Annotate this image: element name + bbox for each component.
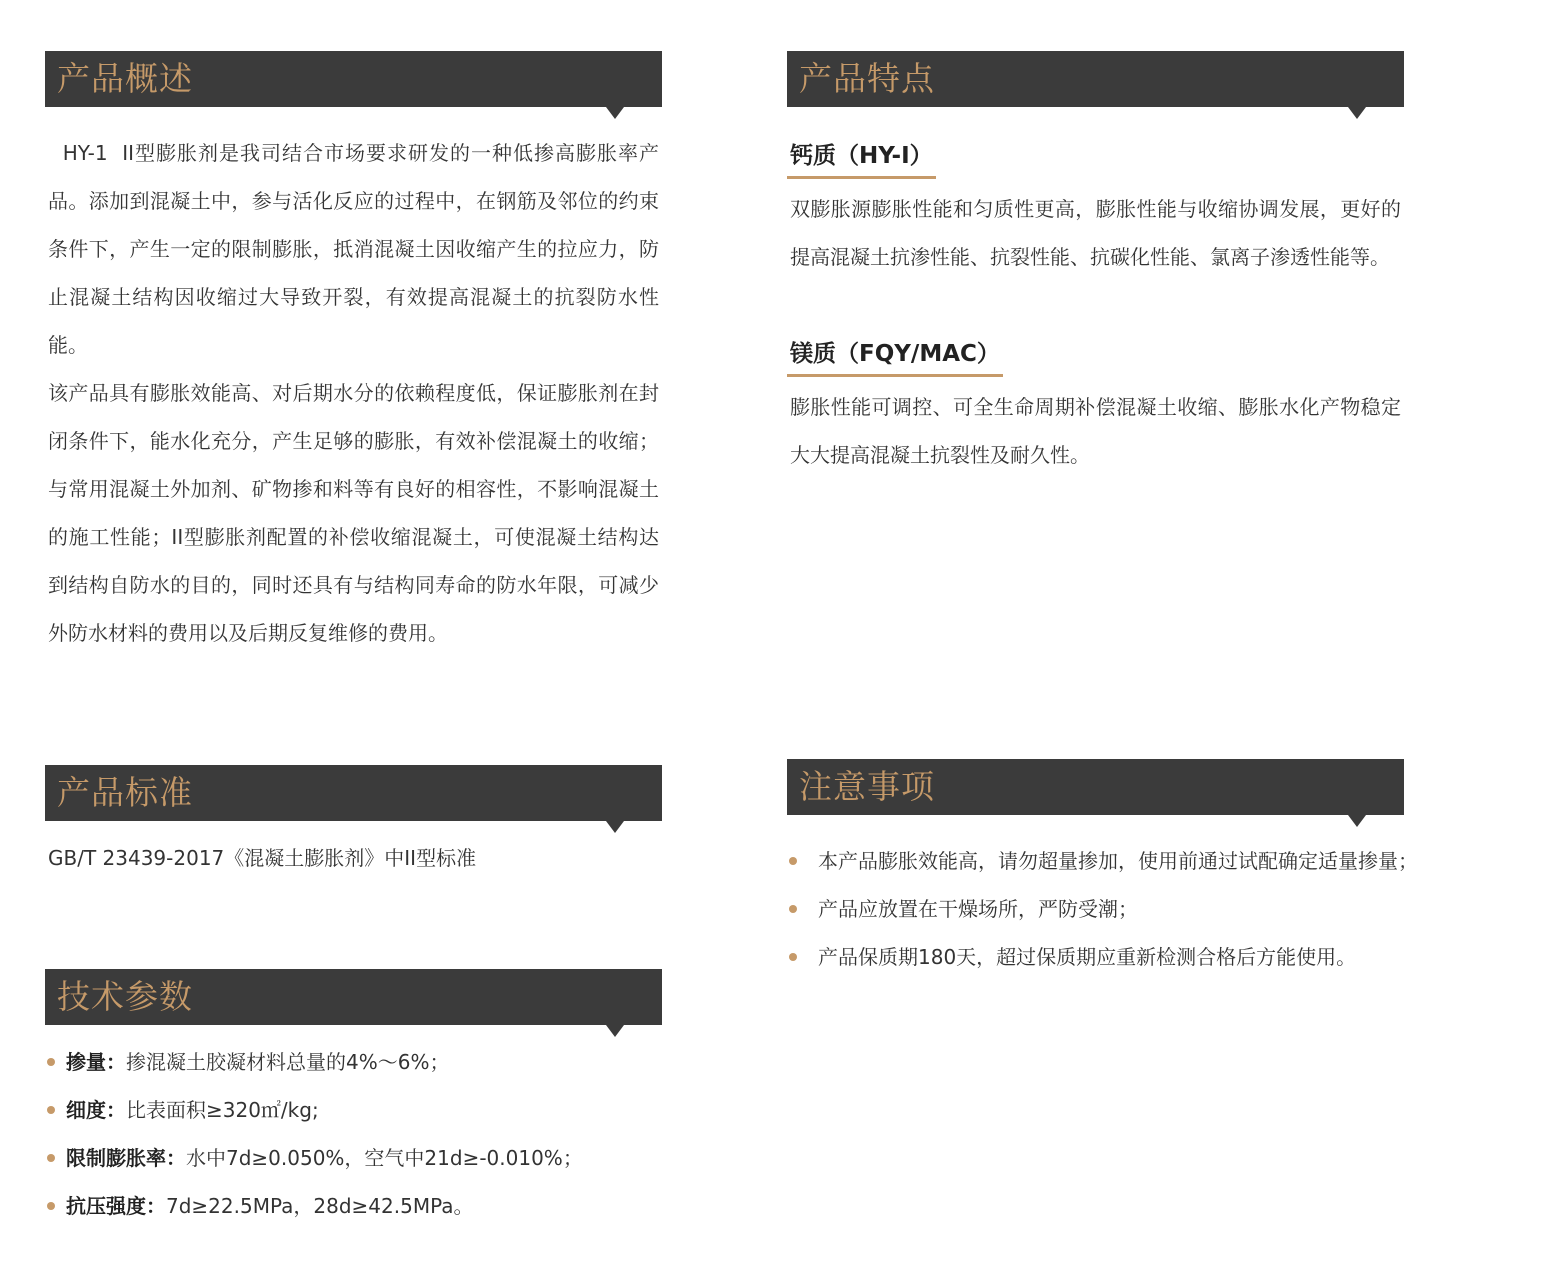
bullet-dot-icon bbox=[47, 1154, 55, 1162]
list-item bbox=[787, 885, 1404, 933]
header-notch-icon bbox=[1348, 815, 1366, 827]
list-item bbox=[45, 1134, 662, 1182]
params-section bbox=[45, 969, 662, 1230]
overview-paragraph: HY-1 II型膨胀剂是我司结合市场要求研发的一种低掺高膨胀率产品。添加到混凝土中，参与活化反应的过程中，在钢筋及邻位的约束条件下，产生一定的限制膨胀，抵消混凝土因收缩产生的拉应力，防止混凝土结构因收缩过大导致开裂，有效提高混凝土的抗裂防水性能。 bbox=[48, 141, 659, 357]
notes-list bbox=[787, 837, 1418, 981]
features-title: 产品特点 bbox=[799, 59, 935, 98]
param-value: 7d≥22.5MPa，28d≥42.5MPa。 bbox=[166, 1194, 474, 1218]
note-text: 本产品膨胀效能高，请勿超量掺加，使用前通过试配确定适量掺量； bbox=[818, 849, 1418, 873]
header-notch-icon bbox=[1348, 107, 1366, 119]
notes-header bbox=[787, 759, 1404, 815]
list-item bbox=[45, 1182, 662, 1230]
feature-name: 钙质（HY-I） bbox=[787, 139, 936, 179]
standard-text: GB/T 23439-2017《混凝土膨胀剂》中II型标准 bbox=[48, 846, 477, 870]
overview-body bbox=[45, 129, 662, 657]
bullet-dot-icon bbox=[789, 857, 797, 865]
bullet-dot-icon bbox=[47, 1058, 55, 1066]
list-item bbox=[787, 933, 1404, 981]
header-notch-icon bbox=[606, 107, 624, 119]
features-header bbox=[787, 51, 1404, 107]
feature-text: 膨胀性能可调控、可全生命周期补偿混凝土收缩、膨胀水化产物稳定大大提高混凝土抗裂性及耐久性。 bbox=[790, 395, 1401, 467]
param-label: 掺量： bbox=[66, 1050, 126, 1074]
param-value: 掺混凝土胶凝材料总量的4%～6%； bbox=[126, 1050, 450, 1074]
note-text: 产品保质期180天，超过保质期应重新检测合格后方能使用。 bbox=[818, 945, 1357, 969]
bullet-dot-icon bbox=[47, 1202, 55, 1210]
params-list bbox=[45, 1038, 662, 1230]
params-header bbox=[45, 969, 662, 1025]
list-item bbox=[45, 1038, 662, 1086]
param-value: 水中7d≥0.050%，空气中21d≥-0.010%； bbox=[186, 1146, 583, 1170]
standard-title: 产品标准 bbox=[57, 773, 193, 812]
features-section bbox=[787, 51, 1404, 479]
param-value: 比表面积≥320㎡/kg; bbox=[126, 1098, 319, 1122]
param-label: 限制膨胀率： bbox=[66, 1146, 186, 1170]
overview-header bbox=[45, 51, 662, 107]
note-text: 产品应放置在干燥场所，严防受潮； bbox=[818, 897, 1138, 921]
feature-name: 镁质（FQY/MAC） bbox=[787, 337, 1003, 377]
header-notch-icon bbox=[606, 821, 624, 833]
overview-section bbox=[45, 51, 662, 657]
param-label: 抗压强度： bbox=[66, 1194, 166, 1218]
feature-item bbox=[787, 337, 1404, 479]
header-notch-icon bbox=[606, 1025, 624, 1037]
list-item bbox=[45, 1086, 662, 1134]
list-item bbox=[787, 837, 1418, 885]
standard-header bbox=[45, 765, 662, 821]
notes-title: 注意事项 bbox=[799, 767, 935, 806]
notes-section bbox=[787, 759, 1418, 981]
standard-section bbox=[45, 765, 662, 882]
overview-title: 产品概述 bbox=[57, 59, 193, 98]
feature-text: 双膨胀源膨胀性能和匀质性更高，膨胀性能与收缩协调发展，更好的提高混凝土抗渗性能、抗裂性能、抗碳化性能、氯离子渗透性能等。 bbox=[790, 197, 1401, 269]
feature-item bbox=[787, 139, 1404, 281]
params-title: 技术参数 bbox=[57, 977, 193, 1016]
bullet-dot-icon bbox=[789, 953, 797, 961]
overview-paragraph: 该产品具有膨胀效能高、对后期水分的依赖程度低，保证膨胀剂在封闭条件下，能水化充分，产生足够的膨胀，有效补偿混凝土的收缩；与常用混凝土外加剂、矿物掺和料等有良好的相容性，不影响混凝土的施工性能；II型膨胀剂配置的补偿收缩混凝土，可使混凝土结构达到结构自防水的目的，同时还具有与结构同寿命的防水年限，可减少外防水材料的费用以及后期反复维修的费用。 bbox=[48, 381, 659, 645]
bullet-dot-icon bbox=[789, 905, 797, 913]
bullet-dot-icon bbox=[47, 1106, 55, 1114]
param-label: 细度： bbox=[66, 1098, 126, 1122]
